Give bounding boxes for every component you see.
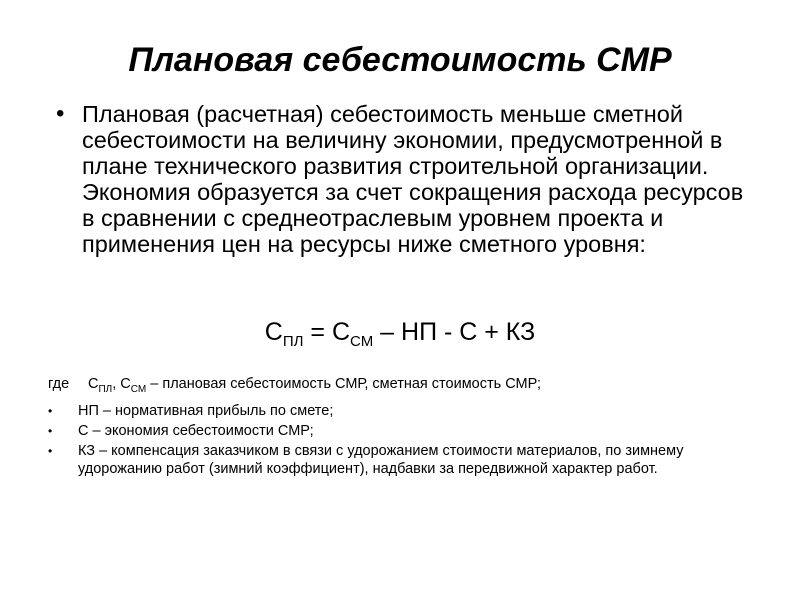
legend-item	[48, 442, 768, 478]
formula-remaining-terms: – НП - С + КЗ	[373, 318, 536, 346]
legend-header	[48, 375, 768, 399]
formula-rhs-subscript: СМ	[350, 333, 374, 350]
formula-lhs: С	[264, 318, 283, 346]
legend-item	[48, 422, 768, 440]
slide-title: Плановая себестоимость СМР	[128, 41, 672, 79]
legend-subscript-sm: СМ	[130, 384, 147, 395]
legend-item-text: КЗ – компенсация заказчиком в связи с удорожанием стоимости материалов, по зимнему удорожанию работ (зимний коэффициент), надбавки за передвижной характер работ.	[78, 443, 684, 477]
legend-where-label: где	[48, 376, 70, 392]
legend-item	[48, 402, 768, 420]
formula-rhs-term: С	[331, 318, 351, 346]
legend-separator: , С	[112, 376, 131, 392]
legend-header-text: – плановая себестоимость СМР, сметная стоимость СМР;	[146, 376, 541, 392]
legend-symbol-c: С	[88, 376, 99, 392]
legend-item-text: НП – нормативная прибыль по смете;	[78, 403, 334, 419]
legend-bullet-marker: •	[48, 424, 53, 438]
legend-bullet-marker: •	[48, 404, 53, 418]
legend-bullet-marker: •	[48, 444, 53, 458]
formula-lhs-subscript: ПЛ	[282, 333, 304, 350]
legend-subscript-pl: ПЛ	[98, 384, 113, 395]
legend-item-text: С – экономия себестоимости СМР;	[78, 423, 314, 439]
formula-equals: =	[303, 318, 332, 346]
bullet-marker: •	[56, 100, 65, 127]
cost-formula	[0, 315, 800, 359]
main-paragraph: Плановая (расчетная) себестоимость меньше сметной себестоимости на величину экономии, предусмотренной в плане технического развития строительной организации. Экономия образуется за счет сокращения расхода ресурсов в сравнении с среднеотраслевым уровнем проекта и применения цен на ресурсы ниже сметного уровня:	[82, 101, 744, 257]
formula-legend	[48, 375, 768, 480]
